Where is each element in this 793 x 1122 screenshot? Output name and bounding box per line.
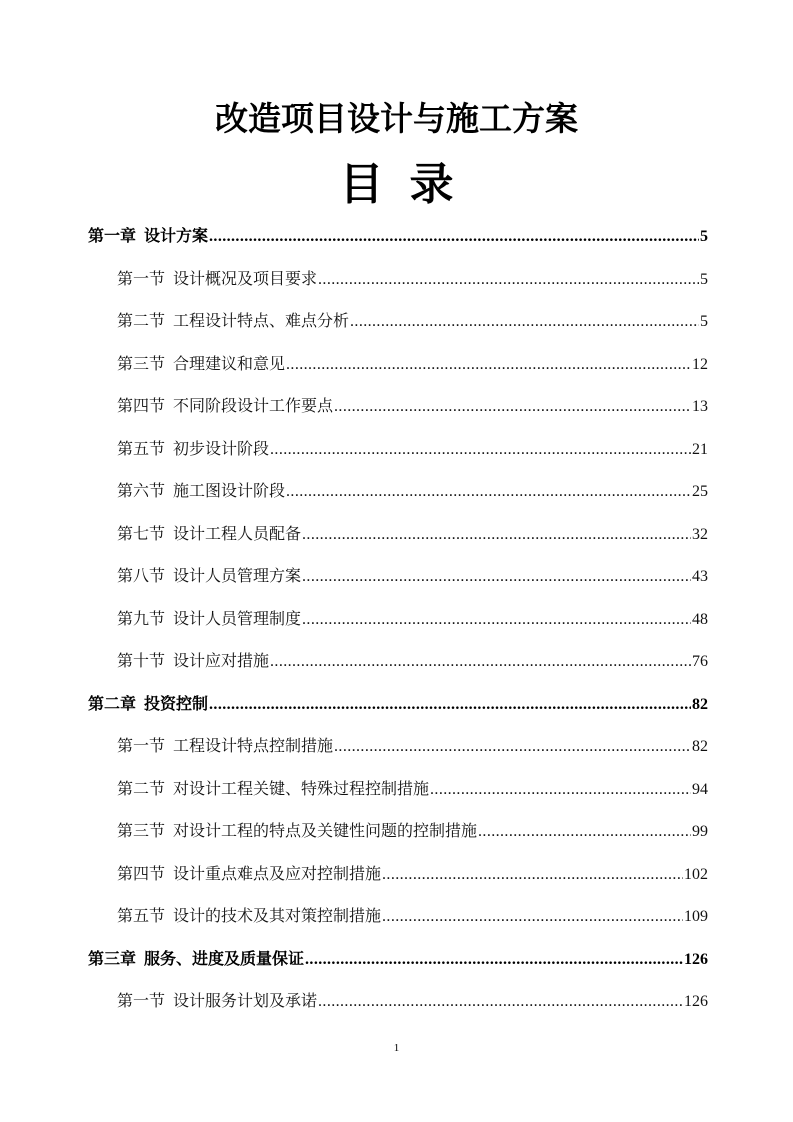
toc-entry-title: 设计人员管理方案 <box>173 566 302 585</box>
toc-section[interactable] <box>88 477 708 520</box>
toc-entry-page: 5 <box>700 270 708 288</box>
toc-entry-number: 第五节 <box>117 438 166 458</box>
toc-entry-page: 48 <box>692 610 708 628</box>
toc-entry-page: 5 <box>700 313 708 330</box>
toc-entry-number: 第三章 <box>88 948 137 968</box>
dot-leader <box>334 733 691 761</box>
dot-leader <box>382 861 683 889</box>
toc-chapter-2[interactable] <box>88 690 708 733</box>
toc-entry-title: 设计应对措施 <box>173 651 270 670</box>
toc-entry-number: 第一节 <box>117 268 166 288</box>
toc-entry-number: 第九节 <box>117 608 166 628</box>
dot-leader <box>302 521 691 549</box>
toc-entry-page: 102 <box>684 865 708 883</box>
toc-entry-number: 第三节 <box>117 821 166 840</box>
toc-entry-page: 82 <box>692 738 708 755</box>
dot-leader <box>318 988 683 1016</box>
toc-entry-page: 12 <box>692 355 708 373</box>
toc-entry-page: 109 <box>684 908 708 925</box>
toc-entry-number: 第二章 <box>88 693 137 713</box>
dot-leader <box>209 691 691 719</box>
toc-entry-title: 设计人员管理制度 <box>173 608 302 628</box>
toc-entry-title: 不同阶段设计工作要点 <box>173 396 334 415</box>
toc-entry-number: 第一节 <box>117 736 166 755</box>
toc-section[interactable] <box>88 350 708 393</box>
toc-section[interactable] <box>88 562 708 605</box>
toc-entry-title: 设计重点难点及应对控制措施 <box>173 863 382 883</box>
toc-entry-page: 13 <box>692 398 708 415</box>
toc-section[interactable] <box>88 265 708 308</box>
toc-entry-title: 设计概况及项目要求 <box>173 268 318 288</box>
dot-leader <box>286 351 691 379</box>
toc-entry-page: 82 <box>692 695 708 713</box>
toc-entry-title: 合理建议和意见 <box>173 353 286 373</box>
dot-leader <box>270 436 691 464</box>
table-of-contents <box>88 222 708 1030</box>
toc-section[interactable] <box>88 605 708 648</box>
toc-entry-page: 94 <box>692 780 708 798</box>
toc-entry-title: 投资控制 <box>144 693 209 713</box>
toc-section[interactable] <box>88 860 708 903</box>
toc-section[interactable] <box>88 775 708 818</box>
toc-section[interactable] <box>88 817 708 860</box>
toc-chapter-1[interactable] <box>88 222 708 265</box>
dot-leader <box>318 266 699 294</box>
toc-entry-number: 第八节 <box>117 566 166 585</box>
toc-section[interactable] <box>88 307 708 350</box>
toc-entry-title: 服务、进度及质量保证 <box>144 948 305 968</box>
dot-leader <box>382 903 683 931</box>
toc-entry-page: 5 <box>700 228 708 245</box>
toc-entry-page: 76 <box>692 653 708 670</box>
toc-entry-title: 设计的技术及其对策控制措施 <box>173 906 382 925</box>
toc-entry-page: 126 <box>684 993 708 1010</box>
toc-section[interactable] <box>88 902 708 945</box>
dot-leader <box>286 478 691 506</box>
document-title: 改造项目设计与施工方案 <box>215 99 578 138</box>
toc-entry-title: 初步设计阶段 <box>173 438 270 458</box>
toc-entry-page: 99 <box>692 823 708 840</box>
toc-entry-number: 第一节 <box>117 991 166 1010</box>
toc-entry-title: 施工图设计阶段 <box>173 481 286 500</box>
toc-entry-page: 126 <box>684 950 708 968</box>
toc-section[interactable] <box>88 520 708 563</box>
toc-entry-number: 第六节 <box>117 481 166 500</box>
toc-entry-title: 设计工程人员配备 <box>173 523 302 543</box>
toc-entry-number: 第七节 <box>117 523 166 543</box>
toc-entry-page: 43 <box>692 568 708 585</box>
toc-entry-title: 对设计工程的特点及关键性问题的控制措施 <box>173 821 478 840</box>
dot-leader <box>350 308 699 336</box>
toc-entry-title: 设计服务计划及承诺 <box>173 991 318 1010</box>
dot-leader <box>302 563 691 591</box>
dot-leader <box>209 223 699 251</box>
toc-section[interactable] <box>88 987 708 1030</box>
toc-entry-number: 第十节 <box>117 651 166 670</box>
toc-entry-number: 第一章 <box>88 226 137 245</box>
page-number: 1 <box>393 1042 400 1054</box>
toc-entry-page: 25 <box>692 483 708 500</box>
toc-heading <box>0 155 793 215</box>
toc-entry-title: 设计方案 <box>144 226 209 245</box>
toc-section[interactable] <box>88 732 708 775</box>
dot-leader <box>305 946 683 974</box>
toc-entry-title: 工程设计特点、难点分析 <box>173 311 350 330</box>
toc-section[interactable] <box>88 435 708 478</box>
toc-chapter-3[interactable] <box>88 945 708 988</box>
toc-entry-page: 21 <box>692 440 708 458</box>
dot-leader <box>478 818 691 846</box>
toc-entry-number: 第四节 <box>117 863 166 883</box>
toc-section[interactable] <box>88 392 708 435</box>
toc-entry-page: 32 <box>692 525 708 543</box>
dot-leader <box>430 776 691 804</box>
toc-entry-title: 对设计工程关键、特殊过程控制措施 <box>173 778 430 798</box>
toc-entry-number: 第二节 <box>117 311 166 330</box>
toc-entry-number: 第五节 <box>117 906 166 925</box>
toc-entry-number: 第二节 <box>117 778 166 798</box>
toc-entry-title: 工程设计特点控制措施 <box>173 736 334 755</box>
toc-section[interactable] <box>88 647 708 690</box>
dot-leader <box>302 606 691 634</box>
dot-leader <box>334 393 691 421</box>
toc-entry-number: 第三节 <box>117 353 166 373</box>
toc-entry-number: 第四节 <box>117 396 166 415</box>
toc-heading-char-2: 录 <box>409 159 454 210</box>
toc-heading-char-1: 目 <box>339 159 384 210</box>
dot-leader <box>270 648 691 676</box>
